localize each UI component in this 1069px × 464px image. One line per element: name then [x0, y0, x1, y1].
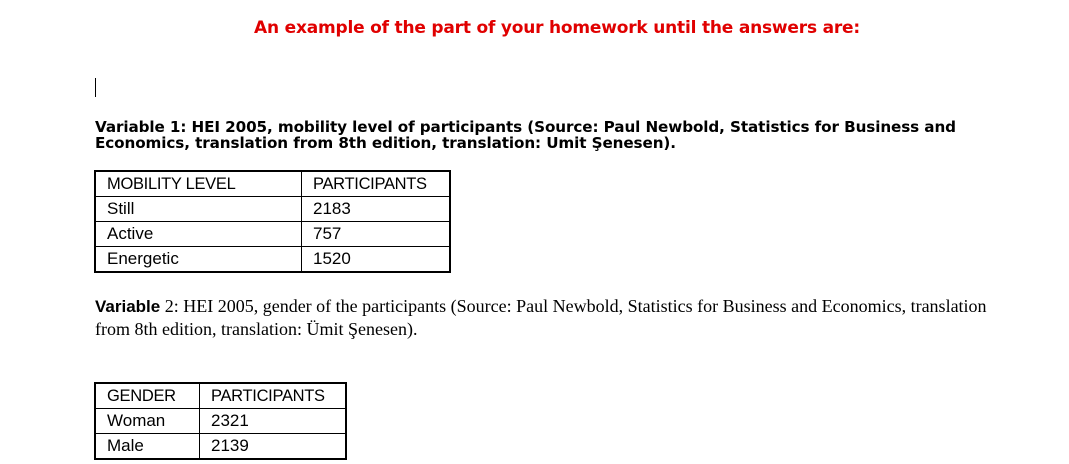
table-header-cell: PARTICIPANTS [200, 383, 347, 409]
table-row [95, 247, 450, 273]
table-cell: 2183 [302, 197, 451, 222]
table-cell: 1520 [302, 247, 451, 273]
homework-heading: An example of the part of your homework until the answers are: [254, 18, 860, 38]
mobility-level-table [94, 170, 451, 273]
table-header-cell: MOBILITY LEVEL [95, 171, 302, 197]
variable-1-description: Variable 1: HEI 2005, mobility level of participants (Source: Paul Newbold, Statistics for Business and Economics, translation from 8th edition, translation: Umit Şenesen). [95, 118, 956, 152]
text-cursor [95, 78, 96, 97]
table-row [95, 197, 450, 222]
variable-2-description [95, 295, 1015, 341]
table-cell: Woman [95, 409, 200, 434]
gender-table [94, 382, 347, 460]
table-header-row [95, 171, 450, 197]
variable-2-label: Variable [95, 297, 161, 316]
table-cell: 2321 [200, 409, 347, 434]
table-header-cell: PARTICIPANTS [302, 171, 451, 197]
table-row [95, 222, 450, 247]
table-cell: Active [95, 222, 302, 247]
table-cell: Energetic [95, 247, 302, 273]
table-header-cell: GENDER [95, 383, 200, 409]
table-cell: 757 [302, 222, 451, 247]
table-cell: Male [95, 434, 200, 460]
table-cell: 2139 [200, 434, 347, 460]
table-row [95, 434, 346, 460]
table-header-row [95, 383, 346, 409]
table-row [95, 409, 346, 434]
table-cell: Still [95, 197, 302, 222]
variable-2-text: 2: HEI 2005, gender of the participants (Source: Paul Newbold, Statistics for Business and Economics, translation from 8th edition, translation: Ümit Şenesen). [95, 296, 987, 339]
